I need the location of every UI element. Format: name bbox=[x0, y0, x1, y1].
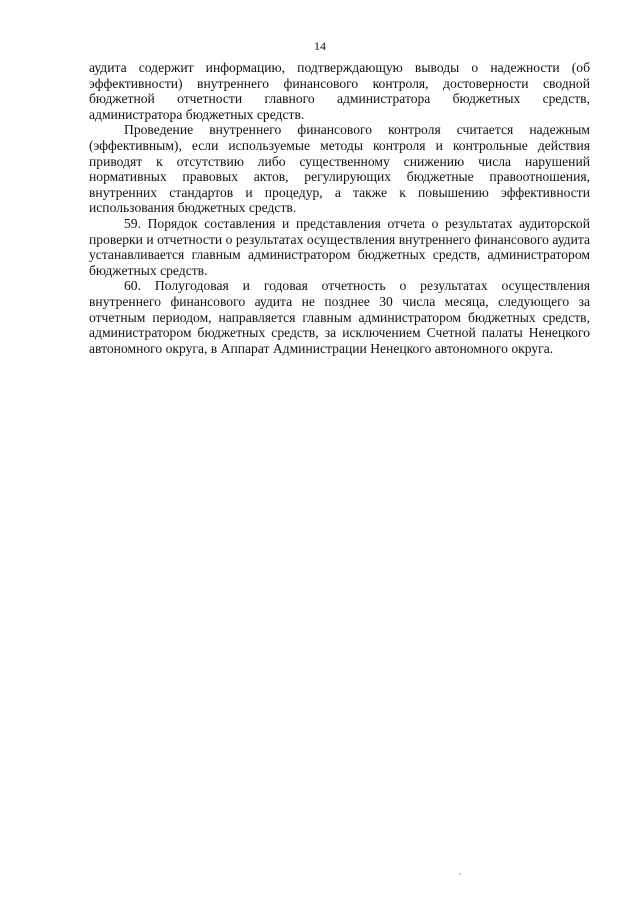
paragraph-59-report-procedure: 59. Порядок составления и представления отчета о результатах аудиторской проверки и отчетности о результатах осуществления внутреннего финансового аудита устанавливается главным администратором бюджетных средств, администратором бюджетных средств. bbox=[89, 215, 590, 278]
scan-speck bbox=[459, 873, 461, 875]
document-body bbox=[89, 60, 590, 356]
paragraph-internal-control-reliability: Проведение внутреннего финансового контроля считается надежным (эффективным), если используемые методы контроля и контрольные действия приводят к отсутствию либо существенному снижению числа нарушений нормативных правовых актов, регулирующих бюджетные правоотношения, внутренних стандартов и процедур, а также к повышению эффективности использования бюджетных средств. bbox=[89, 122, 590, 216]
page-number: 14 bbox=[314, 39, 326, 53]
paragraph-60-reporting: 60. Полугодовая и годовая отчетность о результатах осуществления внутреннего финансового аудита не позднее 30 числа месяца, следующего за отчетным периодом, направляется главным администратором бюджетных средств, администратором бюджетных средств, за исключением Счетной палаты Ненецкого автономного округа, в Аппарат Администрации Ненецкого автономного округа. bbox=[89, 278, 590, 356]
paragraph-audit-conclusion-continued: аудита содержит информацию, подтверждающую выводы о надежности (об эффективности) внутреннего финансового контроля, достоверности сводной бюджетной отчетности главного администратора бюджетных средств, администратора бюджетных средств. bbox=[89, 60, 590, 122]
